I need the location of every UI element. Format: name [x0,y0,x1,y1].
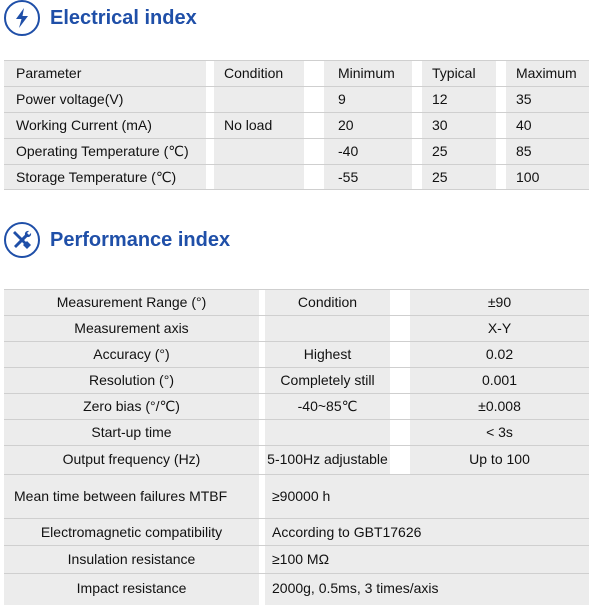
param-name: Working Current (mA) [16,117,152,133]
performance-heading [4,222,230,258]
param-minimum: -55 [338,169,359,185]
perf-value: 0.001 [481,372,518,388]
perf-value: ≥90000 h [272,488,331,504]
perf-condition: Highest [303,346,352,362]
perf-condition: 5-100Hz adjustable [267,451,388,467]
perf-condition: Completely still [280,372,375,388]
header-minimum: Minimum [338,65,395,81]
param-condition: No load [224,117,273,133]
param-minimum: 9 [338,91,346,107]
param-typical: 25 [432,169,448,185]
param-typical: 25 [432,143,448,159]
perf-parameter: Measurement axis [74,320,189,336]
perf-parameter: Zero bias (°/℃) [83,398,180,414]
perf-value: ±90 [487,294,512,310]
param-minimum: 20 [338,117,354,133]
perf-condition: -40~85℃ [297,398,358,414]
perf-value: 2000g, 0.5ms, 3 times/axis [272,580,439,596]
header-parameter: Parameter [16,65,82,81]
performance-title: Performance index [50,228,231,251]
param-minimum: -40 [338,143,359,159]
header-condition: Condition [224,65,284,81]
perf-parameter: Electromagnetic compatibility [40,524,223,540]
param-name: Storage Temperature (℃) [16,169,177,185]
perf-parameter: Measurement Range (°) [56,294,207,310]
perf-parameter: Mean time between failures MTBF [14,488,228,504]
param-name: Power voltage(V) [16,91,124,107]
param-typical: 12 [432,91,448,107]
perf-parameter: Accuracy (°) [93,346,170,362]
perf-value: According to GBT17626 [272,524,422,540]
perf-parameter: Output frequency (Hz) [62,451,201,467]
perf-value: X-Y [487,320,512,336]
param-typical: 30 [432,117,448,133]
param-maximum: 40 [516,117,532,133]
param-name: Operating Temperature (℃) [16,143,189,159]
param-maximum: 85 [516,143,532,159]
electrical-title: Electrical index [50,6,197,29]
perf-parameter: Impact resistance [76,580,187,596]
perf-value: < 3s [486,424,513,440]
param-maximum: 100 [516,169,540,185]
perf-value: Up to 100 [469,451,530,467]
header-typical: Typical [432,65,476,81]
electrical-heading [4,0,197,36]
perf-value: 0.02 [485,346,514,362]
perf-value: ≥100 MΩ [272,551,330,567]
perf-parameter: Resolution (°) [89,372,174,388]
param-maximum: 35 [516,91,532,107]
perf-value: ±0.008 [478,398,521,414]
perf-parameter: Start-up time [91,424,172,440]
wrench-screwdriver-icon [4,222,40,258]
perf-parameter: Insulation resistance [67,551,196,567]
perf-condition: Condition [297,294,358,310]
lightning-icon [4,0,40,36]
header-maximum: Maximum [516,65,577,81]
